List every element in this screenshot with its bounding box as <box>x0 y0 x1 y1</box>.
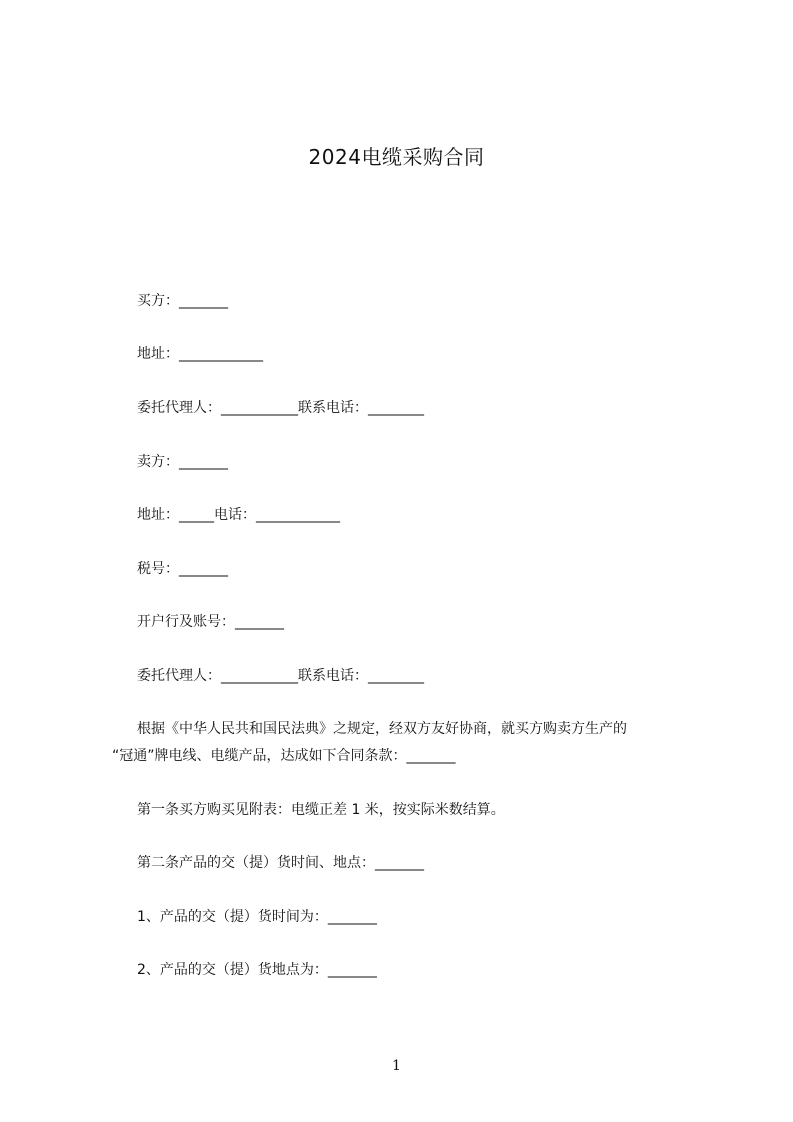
page-number: 1 <box>392 1058 401 1074</box>
bank-account-line: 开户行及账号：_______ <box>137 614 284 630</box>
seller-line: 卖方：_______ <box>137 454 228 470</box>
buyer-line: 买方：_______ <box>137 293 228 309</box>
clause-1: 第一条买方购买见附表：电缆正差 1 米，按实际米数结算。 <box>137 802 505 818</box>
paragraph-line-1 <box>112 719 627 739</box>
seller-address-line: 地址：_____电话：____________ <box>137 507 340 523</box>
seller-agent-line: 委托代理人：___________联系电话：________ <box>137 668 424 684</box>
tax-number-line: 税号：_______ <box>137 561 228 577</box>
document-title: 2024电缆采购合同 <box>308 145 485 169</box>
clause-2-item-2: 2、产品的交（提）货地点为：_______ <box>137 962 377 978</box>
paragraph-text-1: 根据《中华人民共和国民法典》之规定，经双方友好协商，就买方购卖方生产的 <box>137 721 627 737</box>
buyer-address-line: 地址：____________ <box>137 346 263 362</box>
clause-2: 第二条产品的交（提）货时间、地点：_______ <box>137 855 424 871</box>
buyer-agent-line: 委托代理人：___________联系电话：________ <box>137 400 424 416</box>
paragraph-line-2: “冠通”牌电线、电缆产品，达成如下合同条款：_______ <box>112 748 456 764</box>
clause-2-item-1: 1、产品的交（提）货时间为：_______ <box>137 909 377 925</box>
